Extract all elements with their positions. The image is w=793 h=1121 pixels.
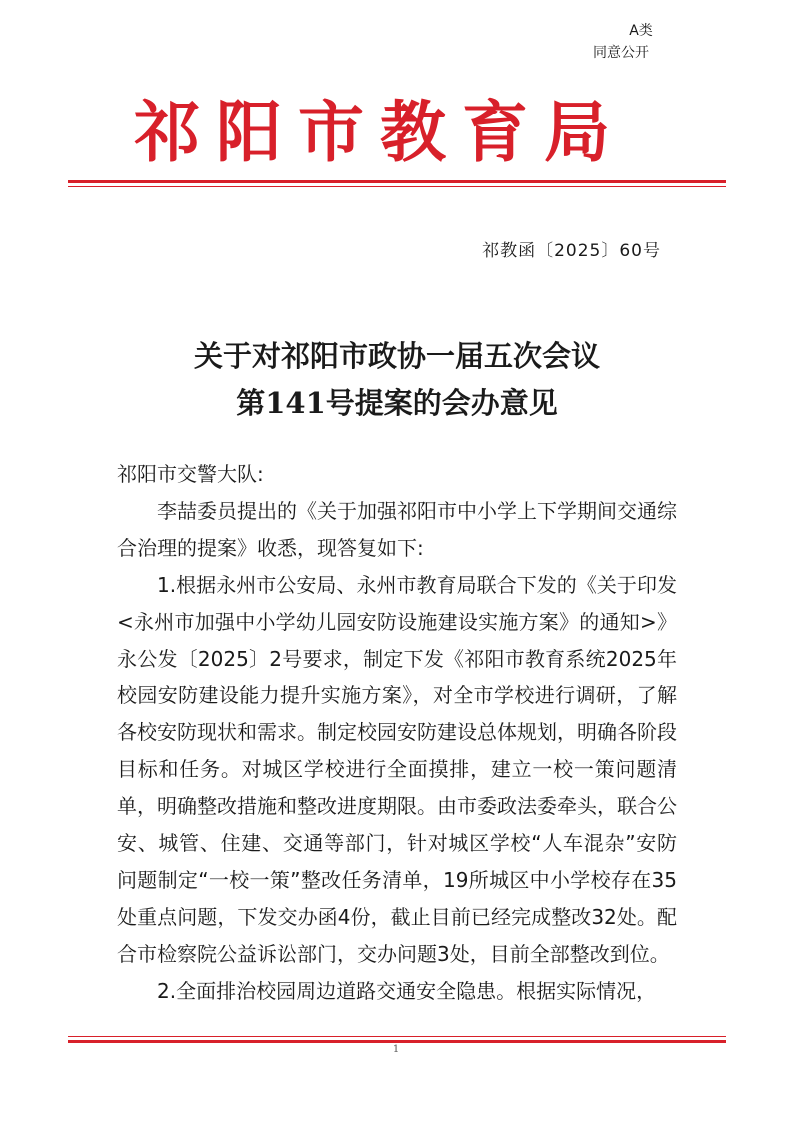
document-body xyxy=(117,456,677,1010)
classification-block xyxy=(581,20,661,64)
letterhead-rule-thin xyxy=(68,186,726,187)
footer-rule-thick xyxy=(68,1040,726,1043)
classification-level: A类 xyxy=(629,23,653,39)
page-number: 1 xyxy=(392,1044,400,1055)
letterhead-title: 祁阳市教育局 xyxy=(134,93,626,171)
footer-rule-thin xyxy=(68,1036,726,1037)
paragraph: 1.根据永州市公安局、永州市教育局联合下发的《关于印发<永州市加强中小学幼儿园安防设施建设实施方案》的通知>》永公发〔2025〕2号要求，制定下发《祁阳市教育系统2025年校园安防建设能力提升实施方案》，对全市学校进行调研，了解各校安防现状和需求。制定校园安防建设总体规划，明确各阶段目标和任务。对城区学校进行全面摸排，建立一校一策问题清单，明确整改措施和整改进度期限。由市委政法委牵头，联合公安、城管、住建、交通等部门，针对城区学校“人车混杂”安防问题制定“一校一策”整改任务清单，19所城区中小学校存在35处重点问题，下发交办函4份，截止目前已经完成整改32处。配合市检察院公益诉讼部门，交办问题3处，目前全部整改到位。 xyxy=(117,572,677,966)
letterhead-rule-thick xyxy=(68,180,726,183)
paragraph: 2.全面排治校园周边道路交通安全隐患。根据实际情况， xyxy=(157,978,657,1003)
disclosure-status: 同意公开 xyxy=(593,45,649,61)
document-title xyxy=(68,333,726,427)
title-line-2: 第141号提案的会办意见 xyxy=(236,386,558,420)
paragraph: 李喆委员提出的《关于加强祁阳市中小学上下学期间交通综合治理的提案》收悉，现答复如下: xyxy=(117,498,677,560)
document-number: 祁教函〔2025〕60号 xyxy=(482,241,661,261)
recipient: 祁阳市交警大队: xyxy=(117,462,264,486)
title-line-1: 关于对祁阳市政协一届五次会议 xyxy=(193,339,600,373)
